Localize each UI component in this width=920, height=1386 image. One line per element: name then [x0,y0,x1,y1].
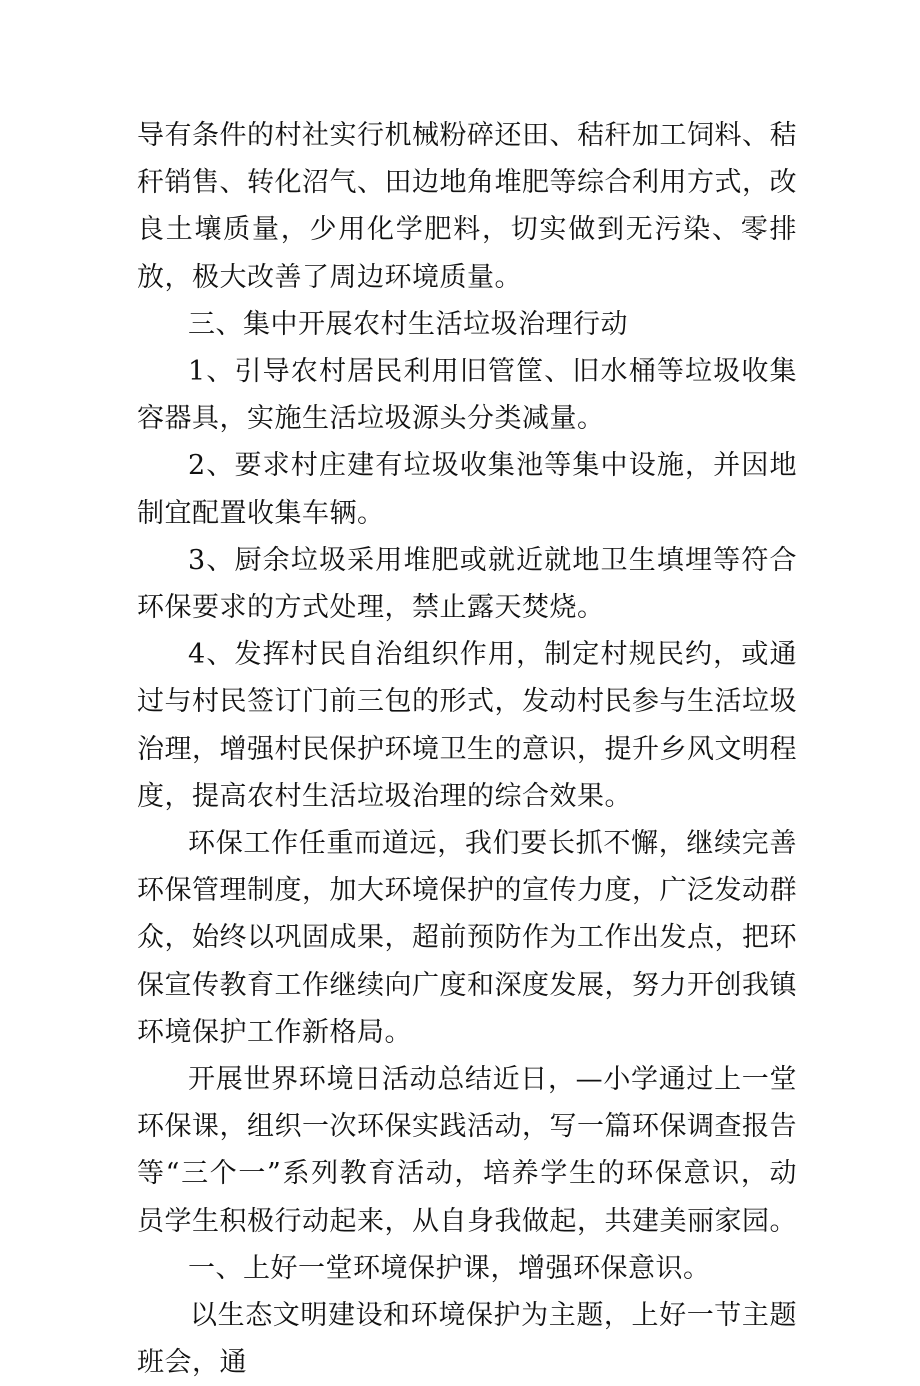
list-item-3: 3、厨余垃圾采用堆肥或就近就地卫生填埋等符合环保要求的方式处理，禁止露天焚烧。 [137,544,797,624]
paragraph-straw-utilization: 导有条件的村社实行机械粉碎还田、秸秆加工饲料、秸秆销售、转化沼气、田边地角堆肥等综合利用方式，改良土壤质量，少用化学肥料，切实做到无污染、零排放，极大改善了周边环境质量。 [137,120,797,293]
section-heading-garbage-governance: 三、集中开展农村生活垃圾治理行动 [188,308,628,340]
paragraph-theme-class-meeting: 以生态文明建设和环境保护为主题，上好一节主题班会，通 [137,1300,797,1379]
document-body [137,112,797,1386]
paragraph-environment-day-summary: 开展世界环境日活动总结近日，—小学通过上一堂环保课，组织一次环保实践活动，写一篇环保调查报告等“三个一”系列教育活动，培养学生的环保意识，动员学生积极行动起来，从自身我做起，共建美丽家园。 [137,1064,797,1237]
list-item-1: 1、引导农村居民利用旧管筐、旧水桶等垃圾收集容器具，实施生活垃圾源头分类减量。 [137,356,797,435]
list-item-2: 2、要求村庄建有垃圾收集池等集中设施，并因地制宜配置收集车辆。 [137,450,797,529]
paragraph-conclusion: 环保工作任重而道远，我们要长抓不懈，继续完善环保管理制度，加大环境保护的宣传力度，广泛发动群众，始终以巩固成果，超前预防作为工作出发点，把环保宣传教育工作继续向广度和深度发展，努力开创我镇环境保护工作新格局。 [137,828,797,1048]
section-heading-environment-lesson: 一、上好一堂环境保护课，增强环保意识。 [188,1252,711,1284]
list-item-4: 4、发挥村民自治组织作用，制定村规民约，或通过与村民签订门前三包的形式，发动村民参与生活垃圾治理，增强村民保护环境卫生的意识，提升乡风文明程度，提高农村生活垃圾治理的综合效果。 [137,639,797,812]
